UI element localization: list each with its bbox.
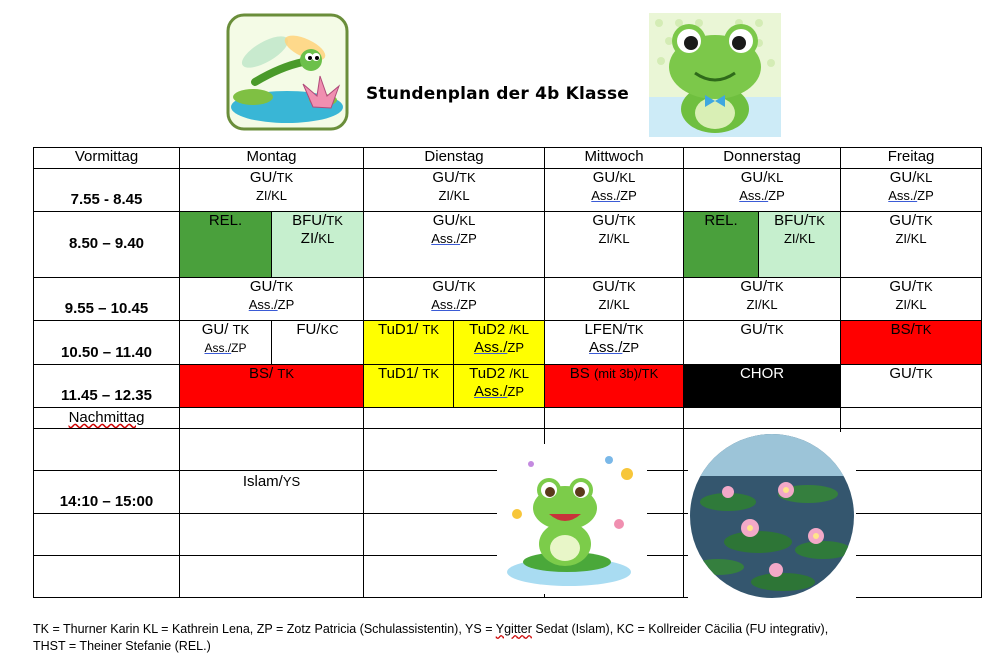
subject: ZI/ (255, 188, 272, 203)
teacher: /KL (509, 366, 529, 381)
subject: BFU/ (292, 212, 327, 229)
teacher: KL (761, 297, 778, 312)
subject: GU/ (740, 321, 768, 338)
subject: GU/ (201, 321, 233, 338)
teacher: KC (320, 322, 339, 337)
subject: Ass./ (589, 339, 623, 356)
header-mittwoch: Mittwoch (545, 148, 684, 169)
empty-cell (34, 429, 180, 471)
frog-lilypad-image (497, 444, 647, 594)
teacher: KL (613, 297, 630, 312)
teacher: KL (799, 231, 816, 246)
teacher: ZP (231, 341, 247, 355)
row-5 (34, 365, 982, 408)
time-1: 7.55 - 8.45 (34, 169, 180, 212)
subject: TuD1/ (377, 321, 423, 338)
subject: GU/ (432, 169, 460, 186)
teacher: TK (422, 322, 440, 337)
legend-text: Ygitter (495, 622, 532, 636)
header-donnerstag: Donnerstag (684, 148, 841, 169)
time-2: 8.50 – 9.40 (34, 212, 180, 278)
cell-r3-di (364, 278, 545, 321)
empty-cell (34, 514, 180, 556)
cell-r5-fr (841, 365, 982, 408)
legend-line-1 (33, 621, 828, 638)
subject: FU/ (296, 321, 321, 338)
teacher: TK (626, 322, 644, 337)
teacher: KL (453, 188, 470, 203)
teacher: TK (916, 366, 933, 381)
teacher: ZP (277, 297, 295, 312)
subject: BS/ (249, 365, 278, 382)
cell-r3-mo (180, 278, 364, 321)
frog-image (649, 13, 781, 137)
teacher: ZP (917, 188, 934, 203)
subject: GU/ (889, 365, 917, 382)
note: (mit 3b)/ (593, 366, 642, 381)
time-5: 11.45 – 12.35 (34, 365, 180, 408)
cell-r5-mi (545, 365, 684, 408)
cell-r4-mo-gu (180, 321, 272, 365)
teacher: TK (619, 279, 636, 294)
teacher: KL (767, 170, 784, 185)
cell-r3-mi (545, 278, 684, 321)
cell-r4-mi (545, 321, 684, 365)
empty-cell (180, 408, 364, 429)
water-lilies-image (688, 432, 856, 600)
teacher: TK (641, 366, 659, 381)
teacher: ZP (507, 340, 524, 355)
subject: BS/ (890, 321, 915, 338)
page-title: Stundenplan der 4b Klasse (366, 84, 630, 104)
row-1 (34, 169, 982, 212)
nachmittag-label (34, 408, 180, 429)
cell-r1-di (364, 169, 545, 212)
cell-r1-mi (545, 169, 684, 212)
subject: ZI/ (300, 230, 319, 247)
header-row (34, 148, 982, 169)
subject: BFU/ (774, 212, 809, 229)
empty-cell (841, 471, 982, 514)
cell-r1-do (684, 169, 841, 212)
row-4 (34, 321, 982, 365)
subject: GU/ (740, 169, 768, 186)
legend-text: TK = Thurner Karin KL = Kathrein Lena, ZP = Zotz Patricia (Schulassistentin), YS = (33, 622, 496, 636)
teacher: ZP (620, 188, 637, 203)
cell-r4-di-tud2 (454, 321, 545, 365)
teacher: TK (276, 170, 294, 185)
teacher: ZP (507, 384, 524, 399)
teacher: TK (619, 213, 636, 228)
cell-r2-mo-rel: REL. (180, 212, 272, 278)
teacher: ZP (460, 297, 477, 312)
subject: TuD2 (469, 365, 510, 382)
subject: ZI/ (895, 297, 911, 312)
subject: Ass./ (474, 339, 508, 356)
legend (33, 621, 828, 655)
row-nachmittag (34, 408, 982, 429)
subject: ZI/ (746, 297, 762, 312)
cell-r4-do (684, 321, 841, 365)
teacher: ZP (622, 340, 640, 355)
teacher: YS (282, 474, 301, 489)
legend-text: Sedat (Islam), KC = Kollreider Cäcilia (FU integrativ), (531, 622, 829, 636)
subject: GU/ (889, 278, 917, 295)
teacher: TK (232, 322, 250, 337)
teacher: KL (613, 231, 630, 246)
teacher: TK (767, 279, 784, 294)
teacher: ZP (768, 188, 785, 203)
empty-cell (841, 556, 982, 598)
row-2 (34, 212, 982, 278)
subject: ZI/ (598, 297, 614, 312)
empty-cell (841, 408, 982, 429)
teacher: TK (459, 279, 476, 294)
teacher: /KL (509, 322, 529, 337)
subject: Islam/ (242, 473, 283, 490)
teacher: TK (808, 213, 825, 228)
empty-cell (180, 429, 364, 471)
cell-r3-do (684, 278, 841, 321)
cell-r5-do: CHOR (684, 365, 841, 408)
cell-r4-mo-fu (272, 321, 364, 365)
empty-cell (545, 408, 684, 429)
subject: GU/ (592, 212, 620, 229)
empty-cell (180, 556, 364, 598)
subject: Ass./ (474, 383, 508, 400)
teacher: TK (277, 366, 294, 381)
teacher: ZP (460, 231, 477, 246)
cell-r2-fr (841, 212, 982, 278)
cell-r5-mo (180, 365, 364, 408)
subject: Ass./ (888, 188, 918, 203)
empty-cell (841, 514, 982, 556)
subject: BS (569, 365, 594, 382)
cell-r2-do-bfu (759, 212, 841, 278)
subject: ZI/ (783, 231, 800, 246)
dragonfly-image (225, 12, 350, 132)
teacher: TK (422, 366, 440, 381)
teacher: TK (276, 279, 294, 294)
subject: Ass./ (431, 297, 461, 312)
subject: TuD2 (469, 321, 510, 338)
time-6: 14:10 – 15:00 (34, 471, 180, 514)
cell-r1-fr (841, 169, 982, 212)
cell-r5-di-tud2 (454, 365, 545, 408)
subject: ZI/ (598, 231, 614, 246)
row-3 (34, 278, 982, 321)
subject: GU/ (740, 278, 768, 295)
subject: GU/ (889, 212, 917, 229)
subject: GU/ (592, 169, 620, 186)
cell-r5-di-tud1 (364, 365, 454, 408)
teacher: TK (916, 279, 933, 294)
cell-r4-fr (841, 321, 982, 365)
teacher: KL (271, 188, 288, 203)
teacher: TK (916, 213, 933, 228)
subject: GU/ (432, 212, 460, 229)
subject: Ass./ (248, 297, 278, 312)
time-4: 10.50 – 11.40 (34, 321, 180, 365)
cell-r4-di-tud1 (364, 321, 454, 365)
teacher: KL (619, 170, 636, 185)
empty-cell (34, 556, 180, 598)
subject: GU/ (889, 169, 917, 186)
empty-cell (684, 408, 841, 429)
subject: Ass./ (591, 188, 621, 203)
teacher: KL (910, 297, 927, 312)
subject: Ass./ (431, 231, 461, 246)
nachmittag-text: Nachmittag (68, 409, 145, 426)
empty-cell (364, 408, 545, 429)
subject: ZI/ (895, 231, 911, 246)
header-freitag: Freitag (841, 148, 982, 169)
subject: GU/ (249, 278, 277, 295)
teacher: TK (326, 213, 343, 228)
subject: GU/ (592, 278, 620, 295)
cell-islam (180, 471, 364, 514)
teacher: TK (459, 170, 476, 185)
cell-r2-mo-bfu (272, 212, 364, 278)
subject: TuD1/ (377, 365, 423, 382)
subject: ZI/ (438, 188, 454, 203)
legend-line-2: THST = Theiner Stefanie (REL.) (33, 639, 211, 653)
cell-r2-di (364, 212, 545, 278)
header-montag: Montag (180, 148, 364, 169)
header-dienstag: Dienstag (364, 148, 545, 169)
subject: GU/ (249, 169, 277, 186)
cell-r1-mo (180, 169, 364, 212)
teacher: TK (767, 322, 784, 337)
subject: Ass./ (204, 341, 232, 355)
cell-r3-fr (841, 278, 982, 321)
header-vormittag: Vormittag (34, 148, 180, 169)
teacher: KL (459, 213, 476, 228)
cell-r2-do-rel: REL. (684, 212, 759, 278)
teacher: KL (916, 170, 933, 185)
subject: LFEN/ (584, 321, 627, 338)
subject: GU/ (432, 278, 460, 295)
empty-cell (841, 429, 982, 471)
empty-cell (180, 514, 364, 556)
teacher: TK (914, 322, 932, 337)
time-3: 9.55 – 10.45 (34, 278, 180, 321)
cell-r2-mi (545, 212, 684, 278)
subject: Ass./ (739, 188, 769, 203)
teacher: KL (318, 231, 335, 246)
teacher: KL (910, 231, 927, 246)
